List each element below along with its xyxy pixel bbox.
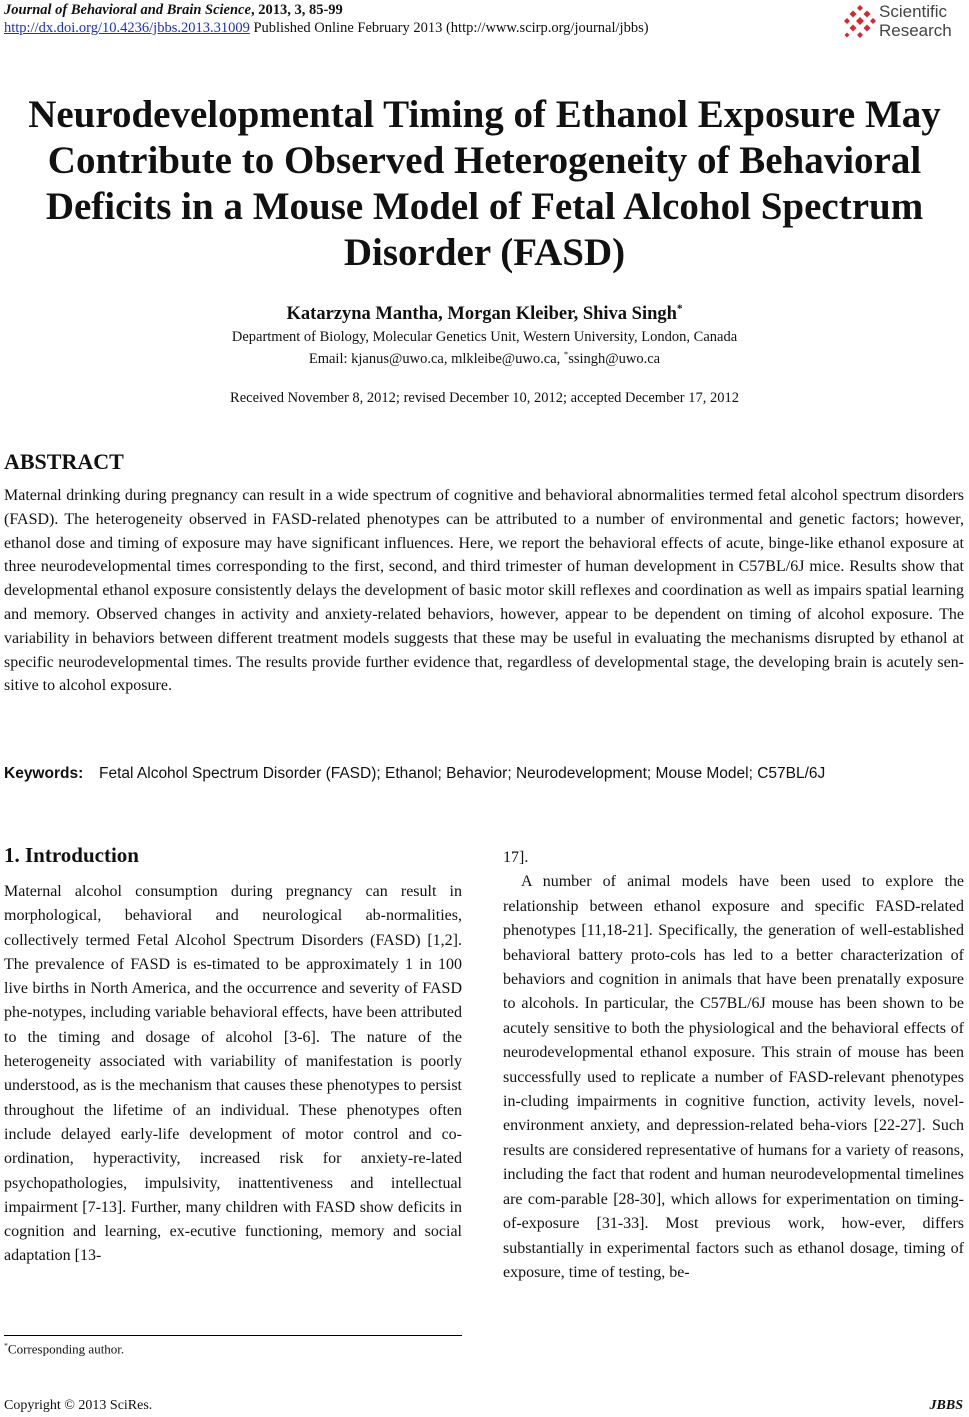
abstract-text: Maternal drinking during pregnancy can result in a wide spectrum of cognitive and behavioral abnormalities termed fetal alcohol spectrum disorders (FASD). The heterogeneity observed in FASD-related phenotypes can be attributed to a number of environmental and genetic factors; however, ethanol dose and timing of exposure may have significant influences. Here, we report the behavioral effects of acute, binge-like ethanol exposure at three neurodevelopmental times corresponding to the first, second, and third trimester of human development in C57BL/6J mice. Results show that developmental ethanol exposure consistently delays the development of basic motor skill reflexes and coordination as well as impairs spatial learning and memory. Observed changes in activity and anxiety-related behaviors, however, appear to be dependent on timing of alcohol exposure. The variability in behaviors between different treatment models suggests that these may be useful in evaluating the mechanisms disrupted by ethanol at specific neurodevelopmental times. The results provide further evidence that, regardless of developmental stage, the developing brain is acutely sen-sitive to alcohol exposure. bbox=[4, 487, 964, 695]
abstract-heading: ABSTRACT bbox=[4, 449, 124, 474]
intro-paragraph-2: A number of animal models have been used to explore the relationship between ethanol exposure and specific FASD-related phenotypes [11,18-21]. Specifically, the generation of well-established behavioral battery proto-cols has led to a better characterization of behaviors and cognition in animals that have been prenatally exposure to alcohols. In particular, the C57BL/6J mouse has been shown to be acutely sensitive to both the physiological and the behavioral effects of neurodevelopmental ethanol exposure. This strain of mouse has been successfully used to replicate a number of FASD-relevant phenotypes in-cluding impairments in cognitive function, activity levels, novel-environment anxiety, and depression-related beha-viors [22-27]. Such results are considered representative of humans for a variety of reasons, including the fact that rodent and human neurodevelopmental timelines are com-parable [28-30], which allows for experimentation on timing-of-exposure [31-33]. Most previous work, how-ever, differs substantially in experimental factors such as ethanol dosage, timing of exposure, time of testing, be- bbox=[503, 873, 964, 1281]
introduction-heading: 1. Introduction bbox=[4, 843, 139, 867]
affiliation: Department of Biology, Molecular Genetics Unit, Western University, London, Canada bbox=[231, 329, 738, 345]
paper-authors: Katarzyna Mantha, Morgan Kleiber, Shiva Singh* bbox=[286, 303, 683, 325]
email-line: Email: kjanus@uwo.ca, mlkleibe@uwo.ca, *ssingh@uwo.ca bbox=[308, 349, 661, 367]
publisher-logo-text: Scientific Research bbox=[879, 2, 952, 40]
keywords-text: Fetal Alcohol Spectrum Disorder (FASD); Ethanol; Behavior; Neurodevelopment; Mouse Model; C57BL/6J bbox=[99, 765, 826, 782]
journal-abbrev: JBBS bbox=[929, 1398, 963, 1413]
received-dates: Received November 8, 2012; revised December 10, 2012; accepted December 17, 2012 bbox=[230, 390, 739, 406]
doi-line bbox=[4, 20, 649, 37]
copyright: Copyright © 2013 SciRes. bbox=[4, 1398, 153, 1413]
corresponding-mark: * bbox=[676, 303, 683, 315]
intro-left-column bbox=[4, 880, 462, 1269]
publisher-logo bbox=[843, 2, 963, 44]
keywords-label: Keywords: bbox=[4, 765, 84, 782]
keywords bbox=[4, 763, 954, 785]
paper-title: Neurodevelopmental Timing of Ethanol Exposure May Contribute to Observed Heterogeneity of Behavioral Deficits in a Mouse Model of Fetal Alcohol Spectrum Disorder (FASD) bbox=[28, 93, 941, 274]
footnote-divider bbox=[4, 1335, 462, 1336]
journal-name: Journal of Behavioral and Brain Science bbox=[4, 2, 251, 18]
scientific-research-logo-icon bbox=[843, 4, 877, 42]
published-text: Published Online February 2013 (http://www.scirp.org/journal/jbbs) bbox=[249, 20, 649, 36]
journal-volume: , 2013, 3, 85-99 bbox=[250, 2, 343, 18]
intro-paragraph-1: Maternal alcohol consumption during pregnancy can result in morphological, behavioral and neurological ab-normalities, collectively termed Fetal Alcohol Spectrum Disorders (FASD) [1,2]. The prevalence of FASD is es-timated to be approximately 1 in 100 live births in North America, and the occurrence and severity of FASD phe-notypes, including variable behavioral effects, have been attributed to the timing and dosage of alcohol [3-6]. The nature of the heterogeneity associated with variability of manifestation is poorly understood, as is the mechanism that causes these phenotypes to persist throughout the lifetime of an individual. These phenotypes often include delayed early-life development of motor control and co-ordination, hyperactivity, increased risk for anxiety-re-lated psychopathologies, impulsivity, inattentiveness and intellectual impairment [7-13]. Further, many children with FASD show deficits in cognition and learning, ex-ecutive functioning, memory and social adaptation [13- bbox=[4, 883, 462, 1265]
doi-link[interactable]: http://dx.doi.org/10.4236/jbbs.2013.31009 bbox=[4, 20, 250, 36]
footnote: *Corresponding author. bbox=[4, 1341, 125, 1357]
intro-continuation: 17]. bbox=[503, 849, 529, 866]
intro-right-column bbox=[503, 846, 964, 1285]
journal-citation bbox=[4, 2, 343, 19]
